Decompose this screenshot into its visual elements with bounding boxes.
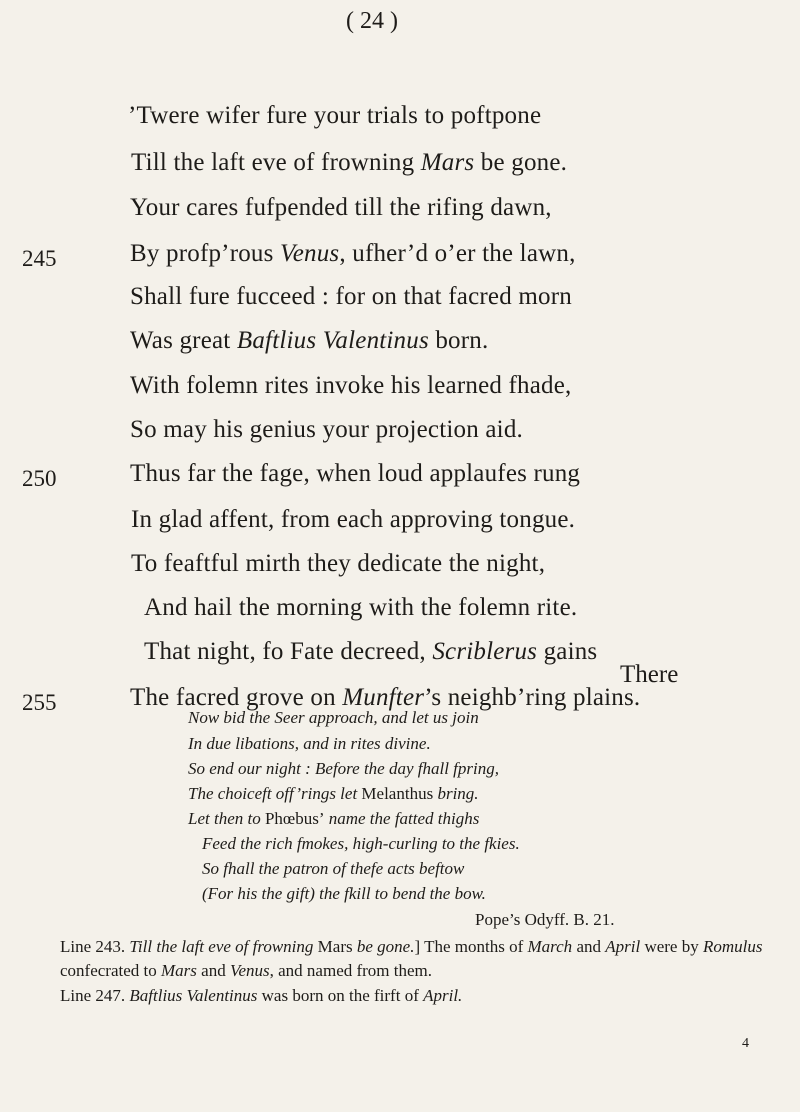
verse-line (0, 145, 800, 189)
footnote-segment: were by (640, 937, 703, 956)
verse-segment: gains (537, 638, 598, 665)
footnote-segment: Baftlius Valentinus (129, 986, 258, 1005)
quotation-text (188, 734, 431, 754)
verse-segment: born. (428, 327, 489, 354)
quotation-segment: So end our night : Before the day fhall fpring, (188, 759, 499, 778)
verse-text (131, 506, 575, 534)
verse-text (130, 372, 572, 400)
verse-segment: ’s neighb’ring plains. (424, 684, 641, 711)
verse-line (0, 368, 800, 412)
quotation-segment: In due libations, and in rites divine. (188, 734, 431, 753)
verse-segment: That night, fo Fate decreed, (144, 638, 433, 665)
quotation-text (188, 708, 479, 728)
footnote (60, 984, 780, 1008)
quotation-text (202, 859, 464, 879)
verse-segment: , ufher’d o’er the lawn, (339, 240, 576, 267)
quotation-segment: Melanthus (361, 784, 434, 803)
verse-segment: Venus (280, 240, 340, 267)
verse-line (0, 456, 800, 500)
page-number: ( 24 ) (346, 8, 398, 34)
quotation-segment: So fhall the patron of thefe acts beftow (202, 859, 465, 878)
quotation-text (202, 834, 520, 854)
verse-segment: Scriblerus (432, 638, 538, 665)
verse-segment: By profp’rous (130, 240, 281, 267)
verse-line (0, 546, 800, 590)
footnote-segment: ] The months of (414, 937, 528, 956)
quotation-segment: The choiceft off’rings let (188, 784, 362, 803)
quotation-text (202, 884, 486, 904)
verse-segment: Till the laft eve of frowning (131, 149, 421, 176)
footnote-segment: and (196, 961, 230, 980)
verse-segment: Thus far the fage, when loud applaufes rung (130, 460, 581, 487)
quotation-line (0, 809, 800, 834)
quotation-citation: Pope’s Odyff. B. 21. (475, 910, 615, 929)
footnote-segment: Line 243. (60, 937, 130, 956)
footnote-segment: and (572, 937, 606, 956)
verse-line (0, 190, 800, 234)
verse-segment: be gone. (474, 149, 568, 176)
footnote-segment: Till the laft eve of frowning (129, 937, 318, 956)
quotation-segment: Let then to (188, 809, 265, 828)
verse-text (131, 149, 567, 177)
verse-segment: With folemn rites invoke his learned fhade, (130, 372, 572, 399)
verse-text (144, 594, 577, 622)
footnote-segment: Mars (161, 961, 197, 980)
quotation-text (188, 809, 479, 829)
verse-segment: Baftlius Valentinus (236, 327, 429, 354)
footnote-segment: April. (423, 986, 463, 1005)
quotation-segment: name the fatted thighs (324, 809, 480, 828)
verse-text (130, 283, 572, 311)
footnote-segment: Romulus (702, 937, 763, 956)
verse-segment: In glad affent, from each approving tongue. (131, 506, 576, 533)
verse-text (130, 194, 552, 222)
quotation-text (188, 759, 499, 779)
verse-line (0, 590, 800, 634)
verse-segment: Munfter (342, 684, 425, 711)
quotation-line (0, 759, 800, 784)
verse-line (0, 323, 800, 367)
verse-text (130, 240, 576, 268)
footnote-segment: confecrated to (60, 961, 161, 980)
footnote-segment: April (605, 937, 641, 956)
footnote-segment: was born on the firft of (257, 986, 424, 1005)
quotation-text (188, 784, 479, 804)
verse-text (130, 327, 488, 355)
quotation-segment: bring. (433, 784, 479, 803)
verse-line (0, 279, 800, 323)
quotation-line (0, 708, 800, 733)
verse-segment: So may his genius your projection aid. (130, 416, 523, 443)
verse-segment: The facred grove on (130, 684, 343, 711)
verse-text (131, 550, 545, 578)
line-number: 255 (22, 690, 57, 715)
quotation-line (0, 784, 800, 809)
verse-text (130, 460, 580, 488)
verse-segment: Was great (130, 327, 237, 354)
footnote-segment: , and named from them. (269, 961, 433, 980)
verse-line (0, 98, 800, 142)
footnote-segment: be gone. (352, 937, 415, 956)
footnote (60, 935, 780, 983)
line-number: 245 (22, 246, 57, 271)
footnote-segment: Venus (229, 961, 270, 980)
verse-segment: To feaftful mirth they dedicate the night, (131, 550, 546, 577)
quotation-segment: Now bid the Seer approach, and let us join (188, 708, 479, 727)
verse-text (144, 638, 597, 666)
quotation-segment: Feed the rich fmokes, high-curling to the fkies. (202, 834, 520, 853)
verse-line (0, 634, 800, 678)
line-number: 250 (22, 466, 57, 491)
signature-mark: 4 (742, 1036, 749, 1051)
quotation-line (0, 859, 800, 884)
verse-line (0, 502, 800, 546)
verse-text (130, 416, 523, 444)
quotation-line (0, 884, 800, 909)
quotation-line (0, 834, 800, 859)
catchword: There (620, 661, 679, 688)
verse-segment: Shall fure fucceed : for on that facred morn (130, 283, 572, 310)
verse-segment: Your cares fufpended till the rifing dawn, (130, 194, 552, 221)
verse-segment: Mars (420, 149, 475, 176)
quotation-line (0, 734, 800, 759)
quotation-segment: (For his the gift) the fkill to bend the bow. (202, 884, 486, 903)
verse-text (128, 102, 541, 130)
verse-segment: ’Twere wifer fure your trials to poftpone (128, 102, 542, 129)
verse-line (0, 412, 800, 456)
verse-segment: And hail the morning with the folemn rite. (144, 594, 578, 621)
footnote-segment: March (527, 937, 573, 956)
quotation-segment: Phœbus’ (264, 809, 325, 828)
footnote-segment: Mars (317, 937, 353, 956)
footnote-segment: Line 247. (60, 986, 130, 1005)
verse-line (0, 236, 800, 280)
